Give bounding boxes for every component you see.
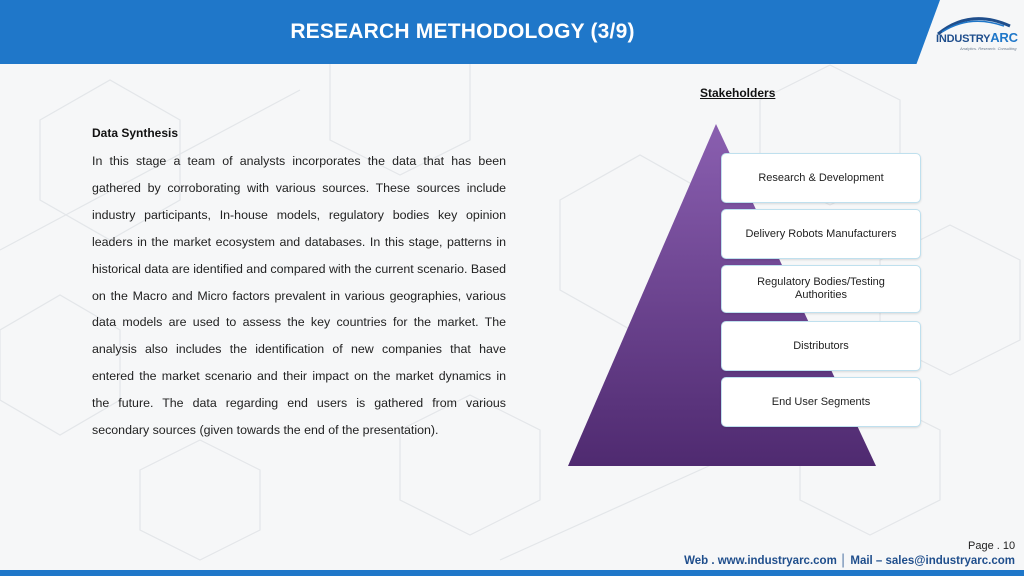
- header: [0, 0, 1024, 64]
- logo-suffix: ARC: [990, 30, 1018, 45]
- page-title: RESEARCH METHODOLOGY (3/9): [290, 20, 635, 43]
- logo-prefix: INDUSTRY: [936, 33, 991, 45]
- stakeholder-regulatory-bodies: Regulatory Bodies/Testing Authorities: [721, 265, 921, 313]
- stakeholders-title: Stakeholders: [700, 86, 776, 100]
- footer-contact: Web . www.industryarc.com │ Mail – sales@industryarc.com: [684, 555, 1015, 567]
- stakeholder-distributors: Distributors: [721, 321, 921, 371]
- stakeholder-manufacturers: Delivery Robots Manufacturers: [721, 209, 921, 259]
- footer-bar: [0, 570, 1024, 576]
- section-title: Data Synthesis: [92, 126, 179, 140]
- page-number: Page . 10: [968, 540, 1016, 552]
- stakeholder-research-development: Research & Development: [721, 153, 921, 203]
- stakeholder-end-users: End User Segments: [721, 377, 921, 427]
- logo-tagline: Analytics. Research. Consulting: [960, 46, 1017, 51]
- logo-wordmark: [936, 30, 1018, 45]
- body-paragraph: In this stage a team of analysts incorporates the data that has been gathered by corroborating with various sources. These sources include industry participants, In-house models, regulatory bodies key opinion leaders in the market ecosystem and databases. In this stage, patterns in historical data are identified and compared with the current scenario. Based on the Macro and Micro factors prevalent in various geographies, various data models are used to assess the key countries for the market. The analysis also includes the identification of new companies that have entered the market scenario and their impact on the market dynamics in the future. The data regarding end users is gathered from various secondary sources (given towards the end of the presentation).: [92, 154, 506, 438]
